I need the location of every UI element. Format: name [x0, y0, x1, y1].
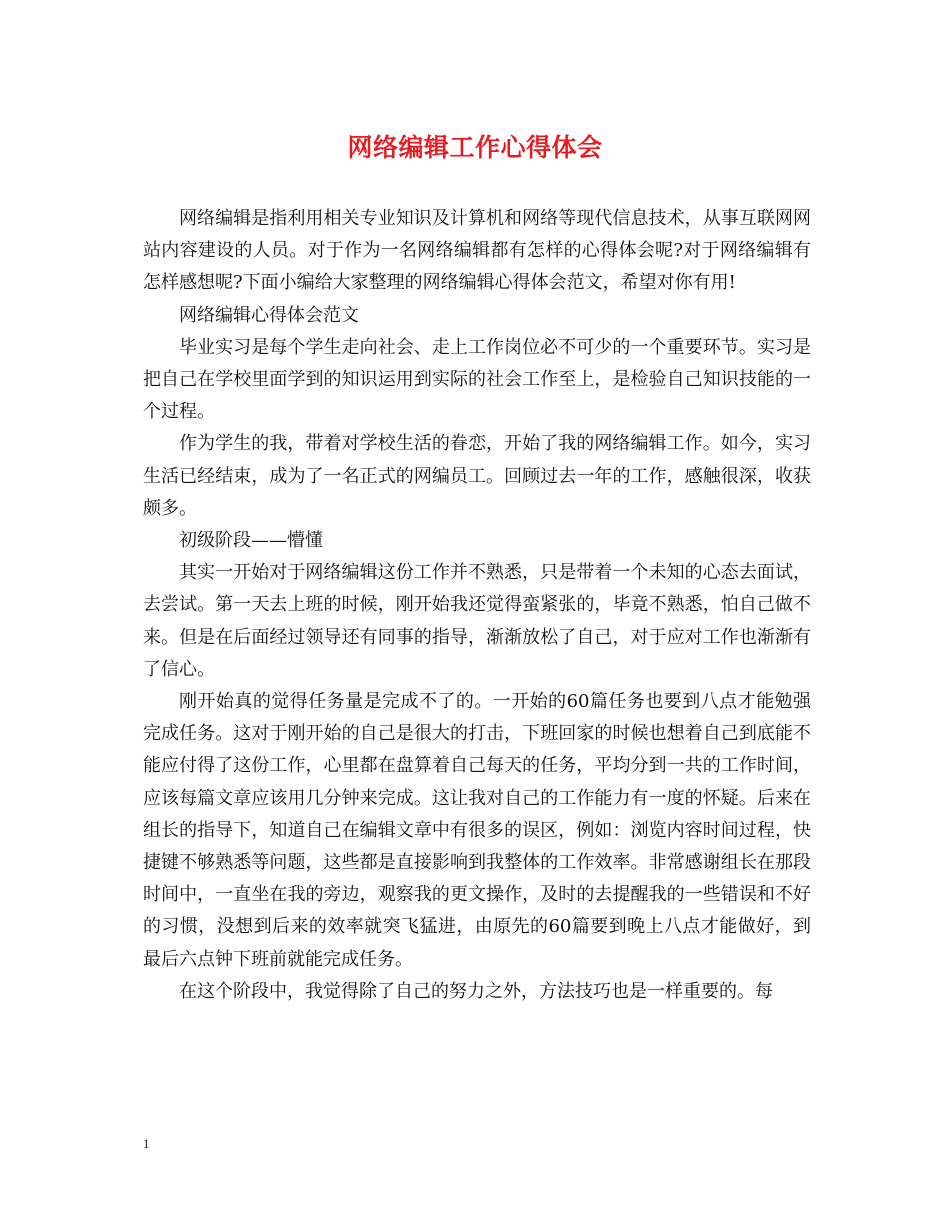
paragraph-internship: 毕业实习是每个学生走向社会、走上工作岗位必不可少的一个重要环节。实习是把自己在学校里面学到的知识运用到实际的社会工作至上，是检验自己知识技能的一个过程。	[143, 336, 811, 423]
paragraph-section-heading: 初级阶段——懵懂	[179, 530, 323, 552]
document-title: 网络编辑工作心得体会	[347, 133, 603, 162]
page-number: 1	[143, 1136, 150, 1151]
paragraph-intro: 网络编辑是指利用相关专业知识及计算机和网络等现代信息技术，从事互联网网站内容建设的人员。对于作为一名网络编辑都有怎样的心得体会呢?对于网络编辑有怎样感想呢?下面小编给大家整理的网络编辑心得体会范文，希望对你有用!	[143, 208, 811, 294]
paragraph-subtitle: 网络编辑心得体会范文	[179, 304, 359, 326]
paragraph-method: 在这个阶段中，我觉得除了自己的努力之外，方法技巧也是一样重要的。每	[179, 980, 773, 1002]
document-body	[143, 203, 811, 1008]
paragraph-student: 作为学生的我，带着对学校生活的眷恋，开始了我的网络编辑工作。如今，实习生活已经结束，成为了一名正式的网编员工。回顾过去一年的工作，感触很深，收获颇多。	[143, 433, 811, 519]
paragraph-workload: 刚开始真的觉得任务量是完成不了的。一开始的60篇任务也要到八点才能勉强完成任务。这对于刚开始的自己是很大的打击，下班回家的时候也想着自己到底能不能应付得了这份工作，心里都在盘算着自己每天的任务，平均分到一共的工作时间，应该每篇文章应该用几分钟来完成。这让我对自己的工作能力有一度的怀疑。后来在组长的指导下，知道自己在编辑文章中有很多的误区，例如：浏览内容时间过程，快捷键不够熟悉等问题，这些都是直接影响到我整体的工作效率。非常感谢组长在那段时间中，一直坐在我的旁边，观察我的更文操作，及时的去提醒我的一些错误和不好的习惯，没想到后来的效率就突飞猛进，由原先的60篇要到晚上八点才能做好，到最后六点钟下班前就能完成任务。	[143, 691, 811, 970]
paragraph-start: 其实一开始对于网络编辑这份工作并不熟悉，只是带着一个未知的心态去面试，去尝试。第一天去上班的时候，刚开始我还觉得蛮紧张的，毕竟不熟悉，怕自己做不来。但是在后面经过领导还有同事的指导，渐渐放松了自己，对于应对工作也渐渐有了信心。	[143, 562, 811, 680]
